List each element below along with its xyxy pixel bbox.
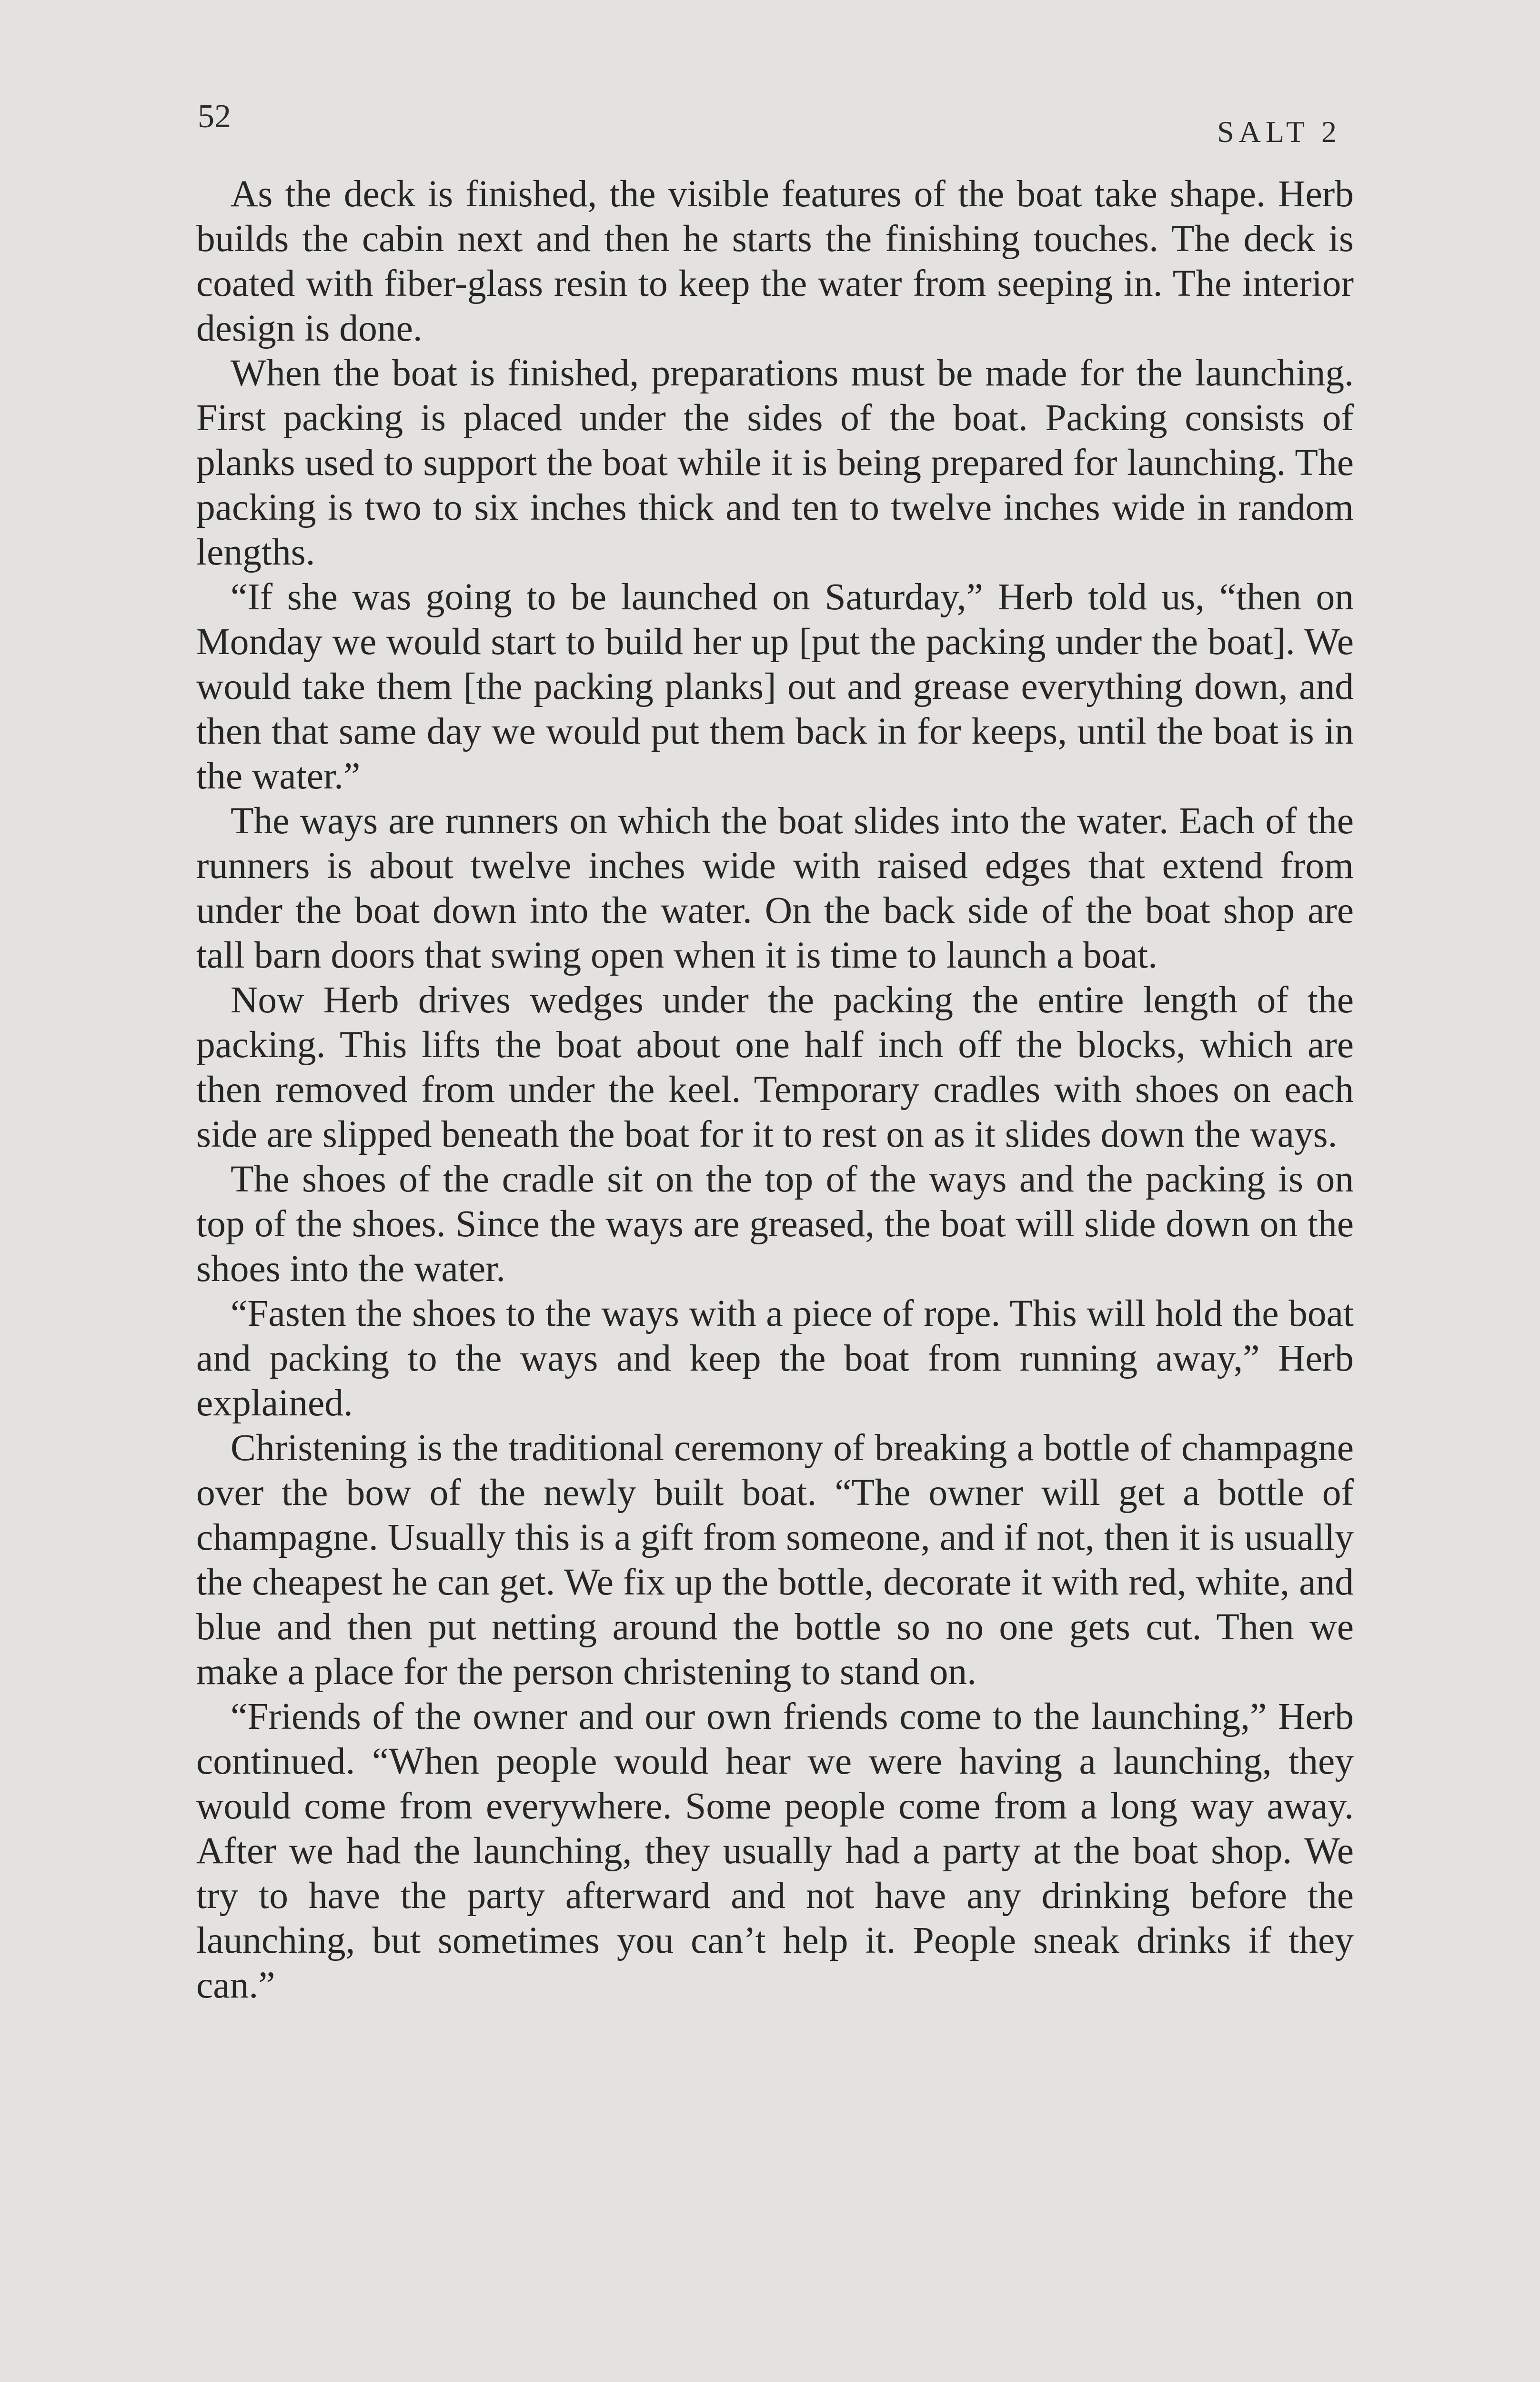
page-number: 52 — [198, 98, 231, 135]
paragraph: As the deck is finished, the visible features of the boat take shape. Herb builds the cabin next and then he starts the finishing touches. The deck is coated with fiber-glass resin to keep the water from seeping in. The interior design is done. — [196, 173, 1354, 349]
paragraph: “If she was going to be launched on Saturday,” Herb told us, “then on Monday we would start to build her up [put the packing under the boat]. We would take them [the packing planks] out and grease everything down, and then that same day we would put them back in for keeps, until the boat is in the water.” — [196, 576, 1354, 797]
paragraph: Christening is the traditional ceremony of breaking a bottle of champagne over the bow of the newly built boat. “The owner will get a bottle of champagne. Usually this is a gift from someone, and if not, then it is usually the cheapest he can get. We fix up the bottle, decorate it with red, white, and blue and then put netting around the bottle so no one gets cut. Then we make a place for the person christening to stand on. — [196, 1427, 1354, 1693]
paragraph: Now Herb drives wedges under the packing the entire length of the packing. This lifts the boat about one half inch off the blocks, which are then removed from under the keel. Temporary cradles with shoes on each side are slipped beneath the boat for it to rest on as it slides down the ways. — [196, 979, 1354, 1155]
paragraph: “Friends of the owner and our own friends come to the launching,” Herb continued. “When people would hear we were having a launching, they would come from everywhere. Some people come from a long way away. After we had the launching, they usually had a party at the boat shop. We try to have the party afterward and not have any drinking before the launching, but sometimes you can’t help it. People sneak drinks if they can.” — [196, 1696, 1354, 2006]
body-text — [196, 172, 1354, 2008]
paragraph: “Fasten the shoes to the ways with a piece of rope. This will hold the boat and packing to the ways and keep the boat from running away,” Herb explained. — [196, 1292, 1354, 1424]
paragraph: The shoes of the cradle sit on the top of the ways and the packing is on top of the shoes. Since the ways are greased, the boat will slide down on the shoes into the water. — [196, 1158, 1354, 1290]
paragraph: The ways are runners on which the boat slides into the water. Each of the runners is about twelve inches wide with raised edges that extend from under the boat down into the water. On the back side of the boat shop are tall barn doors that swing open when it is time to launch a boat. — [196, 800, 1354, 976]
paragraph: When the boat is finished, preparations must be made for the launching. First packing is placed under the sides of the boat. Packing consists of planks used to support the boat while it is being prepared for launching. The packing is two to six inches thick and ten to twelve inches wide in random lengths. — [196, 352, 1354, 573]
running-head: SALT 2 — [1217, 115, 1341, 149]
